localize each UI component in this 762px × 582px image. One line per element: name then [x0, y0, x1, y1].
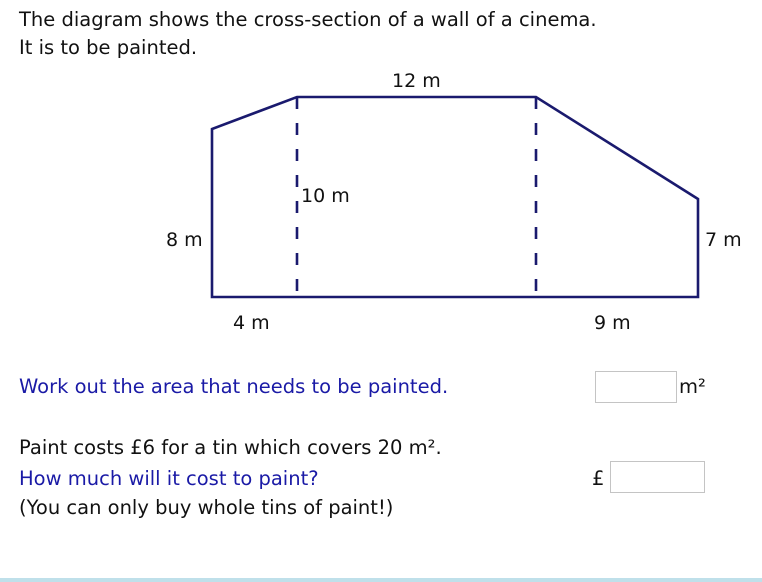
area-answer-input[interactable]	[595, 371, 677, 403]
inner-height-label: 10 m	[301, 185, 350, 207]
left-height-label: 8 m	[166, 229, 203, 251]
cost-answer-input[interactable]	[610, 461, 705, 493]
right-base-label: 9 m	[594, 312, 631, 334]
top-width-label: 12 m	[392, 70, 441, 92]
left-base-label: 4 m	[233, 312, 270, 334]
cost-question-prompt: How much will it cost to paint?	[19, 467, 319, 490]
area-unit-label: m²	[679, 375, 706, 398]
intro-line-2: It is to be painted.	[19, 36, 198, 59]
bottom-divider-bar	[0, 578, 762, 582]
wall-outline	[212, 97, 698, 297]
area-question-prompt: Work out the area that needs to be painted.	[19, 375, 449, 398]
currency-label: £	[592, 467, 605, 490]
right-height-label: 7 m	[705, 229, 742, 251]
intro-line-1: The diagram shows the cross-section of a wall of a cinema.	[19, 8, 597, 31]
whole-tins-note: (You can only buy whole tins of paint!)	[19, 496, 394, 519]
paint-cost-info: Paint costs £6 for a tin which covers 20 m².	[19, 436, 442, 459]
